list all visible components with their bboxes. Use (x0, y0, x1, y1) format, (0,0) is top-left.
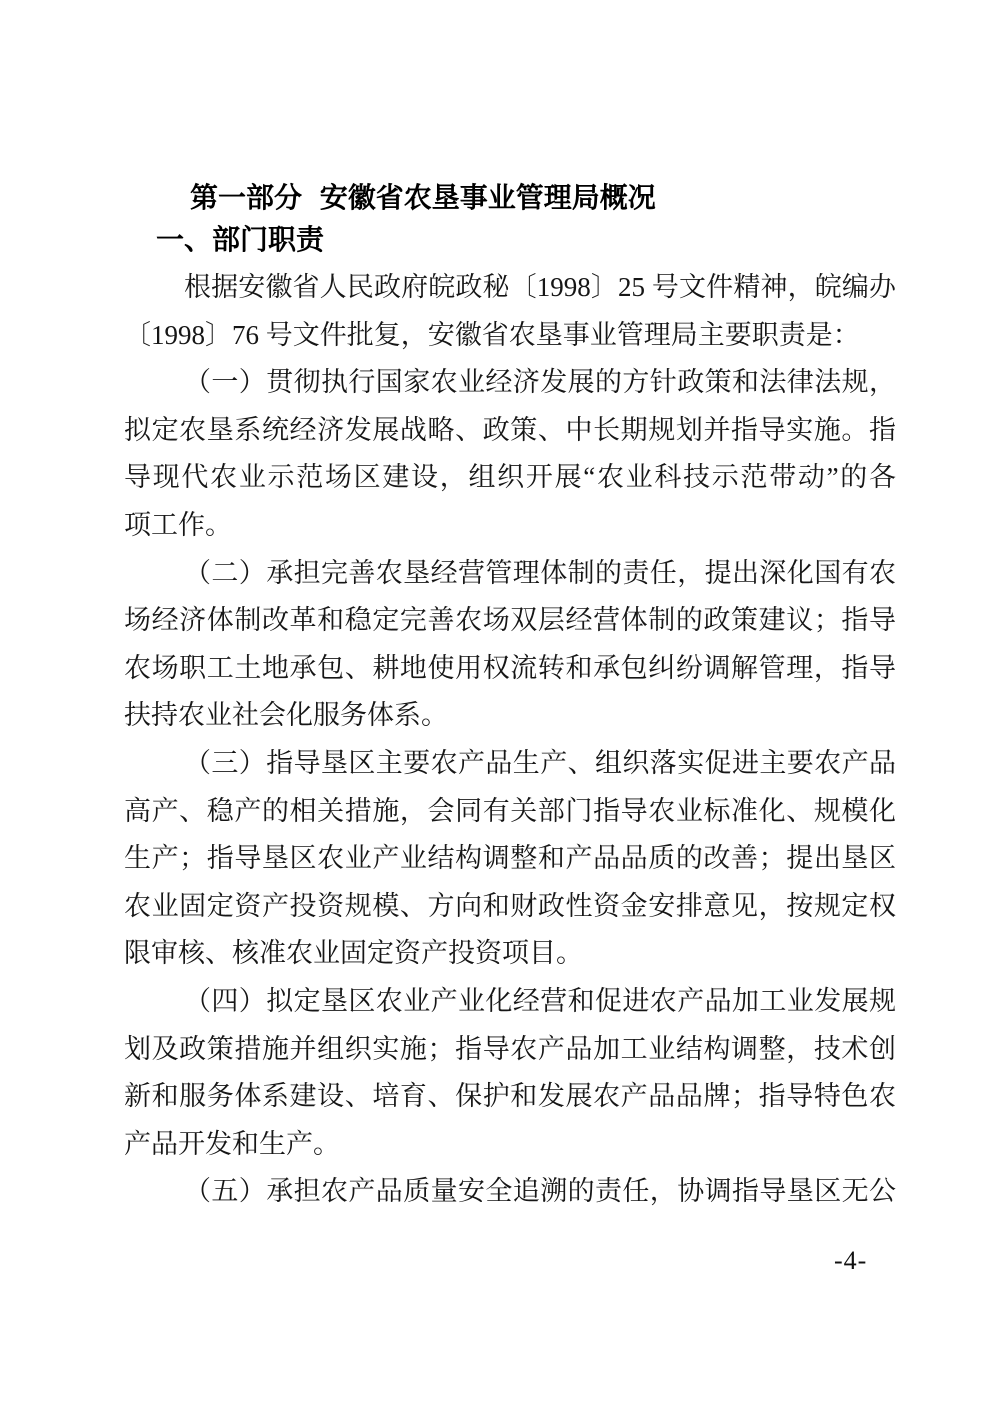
paragraph-line: 新和服务体系建设、培育、保护和发展农产品品牌；指导特色农 (124, 1081, 896, 1112)
paragraph-line: 场经济体制改革和稳定完善农场双层经营体制的政策建议；指导 (124, 605, 896, 636)
paragraph-line: （一）贯彻执行国家农业经济发展的方针政策和法律法规， (184, 367, 896, 398)
paragraph-line: （三）指导垦区主要农产品生产、组织落实促进主要农产品 (184, 747, 896, 778)
paragraph (124, 264, 896, 359)
paragraph (124, 1168, 896, 1216)
paragraph-line: 农业固定资产投资规模、方向和财政性资金安排意见，按规定权 (124, 890, 896, 921)
paragraph-line: 高产、稳产的相关措施，会同有关部门指导农业标准化、规模化 (124, 795, 896, 826)
paragraph-line: 扶持农业社会化服务体系。 (124, 700, 448, 731)
paragraph-line: 项工作。 (124, 509, 232, 540)
paragraph-line: 生产；指导垦区农业产业结构调整和产品品质的改善；提出垦区 (124, 843, 896, 874)
paragraph-line: 〔1998〕76 号文件批复，安徽省农垦事业管理局主要职责是： (124, 319, 860, 350)
page-number: -4- (834, 1246, 868, 1275)
paragraph-line: 根据安徽省人民政府皖政秘〔1998〕25 号文件精神，皖编办 (184, 272, 896, 302)
paragraph (124, 740, 896, 978)
paragraph-line: （二）承担完善农垦经营管理体制的责任，提出深化国有农 (184, 557, 896, 588)
paragraph-line: 划及政策措施并组织实施；指导农产品加工业结构调整，技术创 (124, 1033, 896, 1064)
paragraph (124, 359, 896, 549)
paragraph-line: 农场职工土地承包、耕地使用权流转和承包纠纷调解管理，指导 (124, 652, 896, 683)
section-heading: 第一部分 安徽省农垦事业管理局概况 (190, 182, 656, 213)
paragraph-line: 拟定农垦系统经济发展战略、政策、中长期规划并指导实施。指 (124, 414, 896, 445)
document-body (124, 264, 896, 1216)
paragraph (124, 550, 896, 740)
subsection-heading: 一、部门职责 (156, 224, 325, 255)
paragraph-line: （四）拟定垦区农业产业化经营和促进农产品加工业发展规 (184, 985, 896, 1016)
paragraph-line: 导现代农业示范场区建设，组织开展“农业科技示范带动”的各 (124, 462, 896, 493)
paragraph-line: （五）承担农产品质量安全追溯的责任，协调指导垦区无公 (184, 1176, 896, 1207)
paragraph (124, 978, 896, 1168)
paragraph-line: 产品开发和生产。 (124, 1128, 340, 1159)
paragraph-line: 限审核、核准农业固定资产投资项目。 (124, 938, 583, 969)
